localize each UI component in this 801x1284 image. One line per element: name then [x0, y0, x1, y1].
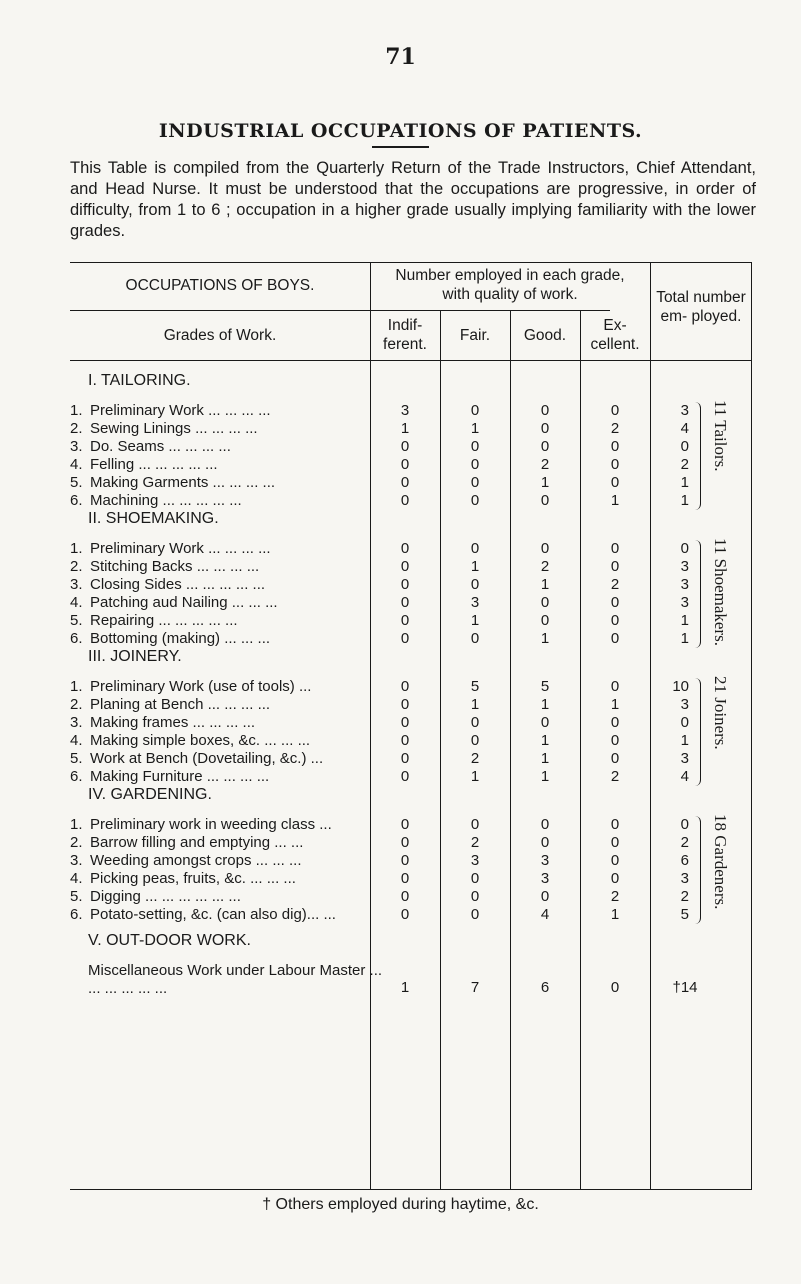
- section-heading: V. OUT-DOOR WORK.: [88, 932, 251, 949]
- row-number: 2.: [70, 696, 83, 713]
- cell-indifferent: 0: [400, 696, 410, 713]
- section-heading: III. JOINERY.: [88, 648, 182, 665]
- cell-fair: 0: [470, 402, 480, 419]
- cell-total: 3: [680, 750, 689, 767]
- table-row-label: [70, 558, 370, 575]
- cell-fair: 0: [470, 906, 480, 923]
- row-label-text: Making simple boxes, &c. ... ... ...: [90, 732, 311, 749]
- cell-good: 1: [540, 732, 550, 749]
- cell-fair: 1: [470, 558, 480, 575]
- row-label-text: Machining ... ... ... ... ...: [90, 492, 242, 509]
- header-mid-rule: [70, 310, 610, 311]
- row-number: 6.: [70, 630, 83, 647]
- cell-indifferent: 0: [400, 888, 410, 905]
- cell-indifferent: 0: [400, 456, 410, 473]
- cell-fair: 0: [470, 576, 480, 593]
- cell-good: 4: [540, 906, 550, 923]
- table-row-label: [70, 696, 370, 713]
- cell-fair: 1: [470, 768, 480, 785]
- col-divider: [440, 310, 441, 1190]
- row-number: 2.: [70, 558, 83, 575]
- row-number: 5.: [70, 474, 83, 491]
- row-number: 6.: [70, 768, 83, 785]
- cell-indifferent: 0: [400, 906, 410, 923]
- cell-good: 0: [540, 834, 550, 851]
- row-number: 3.: [70, 714, 83, 731]
- cell-indifferent: 0: [400, 732, 410, 749]
- table-row-label: [70, 678, 370, 695]
- cell-good: 3: [540, 852, 550, 869]
- header-grades: Grades of Work.: [163, 327, 277, 344]
- row-number: 3.: [70, 438, 83, 455]
- row-label-text: Picking peas, fruits, &c. ... ... ...: [90, 870, 296, 887]
- header-total: Total number em- ployed.: [656, 289, 746, 325]
- cell-fair: 0: [470, 540, 480, 557]
- row-label-text: Bottoming (making) ... ... ...: [90, 630, 271, 647]
- cell-excellent: 1: [610, 492, 620, 509]
- table-row-label: [70, 402, 370, 419]
- row-number: 6.: [70, 906, 83, 923]
- cell-excellent: 0: [610, 870, 620, 887]
- intro-paragraph: This Table is compiled from the Quarterly Return of the Trade Instructors, Chief Attendant, and Head Nurse. It must be understood that the occupations are progressive, in order of difficulty, from 1 to 6 ; occupation in a higher grade usually implying familiarity with the lower grades.: [70, 159, 756, 240]
- cell-total: 1: [680, 612, 689, 629]
- table-row-label: [70, 834, 370, 851]
- cell-excellent: 0: [610, 438, 620, 455]
- cell-excellent: 0: [610, 816, 620, 833]
- cell-total: 0: [680, 816, 689, 833]
- cell-indifferent: 0: [400, 594, 410, 611]
- cell-total: 2: [680, 456, 689, 473]
- title-rule: [372, 146, 429, 148]
- group-total-label: 11 Shoemakers.: [711, 538, 730, 646]
- cell-excellent: 0: [610, 612, 620, 629]
- cell-indifferent: 0: [400, 558, 410, 575]
- cell-good: 3: [540, 870, 550, 887]
- table-row-label: [70, 594, 370, 611]
- row-number: 1.: [70, 540, 83, 557]
- row-label-text: Weeding amongst crops ... ... ...: [90, 852, 302, 869]
- cell-total: 3: [680, 594, 689, 611]
- table-row-label: [70, 438, 370, 455]
- row-label-text: Felling ... ... ... ... ...: [90, 456, 218, 473]
- cell-good: 2: [540, 456, 550, 473]
- group-total-label: 18 Gardeners.: [711, 814, 730, 910]
- row-label-text: Potato-setting, &c. (can also dig)... ...: [90, 906, 336, 923]
- table-row-label: [70, 474, 370, 491]
- cell-total: 0: [680, 540, 689, 557]
- cell-indifferent: 0: [400, 834, 410, 851]
- cell-total: 3: [680, 402, 689, 419]
- cell-fair: 3: [470, 852, 480, 869]
- group-total-label: 11 Tailors.: [711, 400, 730, 472]
- cell-excellent: 0: [610, 750, 620, 767]
- cell-good: 0: [540, 540, 550, 557]
- row-label-text: Preliminary Work ... ... ... ...: [90, 540, 271, 557]
- cell-fair: 5: [470, 678, 480, 695]
- cell-total: 10: [672, 678, 689, 695]
- cell-total: 1: [680, 732, 689, 749]
- row-label-text: Patching aud Nailing ... ... ...: [90, 594, 278, 611]
- cell-excellent: 1: [610, 696, 620, 713]
- cell-total: 0: [680, 714, 689, 731]
- cell-fair: 0: [470, 474, 480, 491]
- cell-excellent: 0: [610, 732, 620, 749]
- row-label-text: Preliminary work in weeding class ...: [90, 816, 332, 833]
- cell-good: 0: [540, 420, 550, 437]
- table-row-label: [70, 612, 370, 629]
- cell-indifferent: 0: [400, 492, 410, 509]
- page-title: INDUSTRIAL OCCUPATIONS OF PATIENTS.: [158, 120, 643, 142]
- cell-excellent: 2: [610, 888, 620, 905]
- page-number: 71: [385, 44, 416, 70]
- row-number: 4.: [70, 456, 83, 473]
- table-row-label: [70, 492, 370, 509]
- cell-good: 0: [540, 402, 550, 419]
- cell-fair: 1: [470, 696, 480, 713]
- table-row-label: [70, 888, 370, 905]
- cell-fair: 2: [470, 750, 480, 767]
- table-row-label: [70, 750, 370, 767]
- occupations-table: [70, 262, 752, 1190]
- row-label-text: Making Garments ... ... ... ...: [90, 474, 276, 491]
- row-label-text: Making frames ... ... ... ...: [90, 714, 256, 731]
- cell-indifferent: 0: [400, 630, 410, 647]
- table-row-label: [70, 906, 370, 923]
- row-number: 6.: [70, 492, 83, 509]
- cell-good: 0: [540, 816, 550, 833]
- header-fair: Fair.: [459, 327, 491, 344]
- cell-excellent: 1: [610, 906, 620, 923]
- table-row-label: [70, 456, 370, 473]
- cell-excellent: 0: [610, 402, 620, 419]
- row-label-text: Work at Bench (Dovetailing, &c.) ...: [90, 750, 324, 767]
- cell-excellent: 2: [610, 768, 620, 785]
- cell-fair: 0: [470, 870, 480, 887]
- group-total-label: 21 Joiners.: [711, 676, 730, 750]
- outdoor-excellent: 0: [610, 979, 620, 996]
- cell-excellent: 0: [610, 834, 620, 851]
- cell-indifferent: 0: [400, 852, 410, 869]
- cell-good: 0: [540, 438, 550, 455]
- table-row-label: [70, 816, 370, 833]
- header-good: Good.: [523, 327, 567, 344]
- cell-excellent: 2: [610, 420, 620, 437]
- cell-total: 2: [680, 834, 689, 851]
- table-row-label: [70, 576, 370, 593]
- cell-fair: 0: [470, 456, 480, 473]
- header-number-employed: Number employed in each grade, with quality of work.: [395, 267, 625, 303]
- cell-fair: 1: [470, 612, 480, 629]
- cell-good: 1: [540, 474, 550, 491]
- col-divider: [370, 262, 371, 1190]
- cell-fair: 0: [470, 714, 480, 731]
- col-divider: [580, 310, 581, 1190]
- table-row-label: [70, 732, 370, 749]
- row-number: 3.: [70, 576, 83, 593]
- row-label-text: Planing at Bench ... ... ... ...: [90, 696, 271, 713]
- cell-good: 1: [540, 750, 550, 767]
- cell-fair: 1: [470, 420, 480, 437]
- table-row-label: [70, 870, 370, 887]
- cell-excellent: 0: [610, 540, 620, 557]
- group-brace: [692, 402, 701, 510]
- cell-excellent: 0: [610, 474, 620, 491]
- outdoor-good: 6: [540, 979, 550, 996]
- row-number: 5.: [70, 888, 83, 905]
- cell-good: 1: [540, 768, 550, 785]
- cell-indifferent: 0: [400, 540, 410, 557]
- cell-excellent: 0: [610, 558, 620, 575]
- col-divider: [510, 310, 511, 1190]
- cell-excellent: 0: [610, 456, 620, 473]
- cell-good: 0: [540, 714, 550, 731]
- cell-excellent: 0: [610, 852, 620, 869]
- header-occupations: OCCUPATIONS OF BOYS.: [125, 277, 315, 294]
- col-divider: [650, 262, 651, 1190]
- table-row-label: [70, 540, 370, 557]
- header-excellent: Ex- cellent.: [590, 317, 640, 353]
- table-row-label: [70, 714, 370, 731]
- cell-total: 4: [680, 768, 689, 785]
- cell-total: 4: [680, 420, 689, 437]
- outdoor-total: †14: [672, 979, 698, 996]
- cell-excellent: 0: [610, 630, 620, 647]
- cell-good: 0: [540, 492, 550, 509]
- cell-good: 5: [540, 678, 550, 695]
- cell-total: 0: [680, 438, 689, 455]
- row-number: 1.: [70, 402, 83, 419]
- footnote: † Others employed during haytime, &c.: [262, 1196, 539, 1213]
- outdoor-row-label: Miscellaneous Work under Labour Master ... ... ... ... ... ...: [88, 962, 383, 997]
- cell-fair: 0: [470, 816, 480, 833]
- cell-total: 3: [680, 558, 689, 575]
- row-label-text: Digging ... ... ... ... ... ...: [90, 888, 241, 905]
- cell-indifferent: 0: [400, 474, 410, 491]
- outdoor-indifferent: 1: [400, 979, 410, 996]
- row-number: 4.: [70, 870, 83, 887]
- cell-indifferent: 0: [400, 438, 410, 455]
- cell-good: 0: [540, 594, 550, 611]
- cell-indifferent: 0: [400, 750, 410, 767]
- table-row-label: [70, 630, 370, 647]
- row-label-text: Making Furniture ... ... ... ...: [90, 768, 270, 785]
- cell-fair: 0: [470, 732, 480, 749]
- cell-total: 2: [680, 888, 689, 905]
- row-label-text: Sewing Linings ... ... ... ...: [90, 420, 258, 437]
- cell-indifferent: 0: [400, 678, 410, 695]
- table-row-label: [70, 420, 370, 437]
- cell-total: 3: [680, 576, 689, 593]
- row-number: 4.: [70, 594, 83, 611]
- row-number: 1.: [70, 816, 83, 833]
- row-number: 1.: [70, 678, 83, 695]
- cell-fair: 0: [470, 630, 480, 647]
- row-label-text: Do. Seams ... ... ... ...: [90, 438, 231, 455]
- cell-total: 3: [680, 870, 689, 887]
- row-label-text: Preliminary Work ... ... ... ...: [90, 402, 271, 419]
- row-number: 5.: [70, 750, 83, 767]
- cell-fair: 0: [470, 492, 480, 509]
- section-heading: I. TAILORING.: [88, 372, 191, 389]
- group-brace: [692, 816, 701, 924]
- cell-excellent: 0: [610, 594, 620, 611]
- cell-indifferent: 0: [400, 816, 410, 833]
- table-row-label: [70, 768, 370, 785]
- cell-total: 3: [680, 696, 689, 713]
- cell-total: 6: [680, 852, 689, 869]
- cell-fair: 3: [470, 594, 480, 611]
- cell-fair: 0: [470, 888, 480, 905]
- header-indifferent: Indif- ferent.: [383, 317, 427, 353]
- cell-total: 1: [680, 492, 689, 509]
- row-number: 5.: [70, 612, 83, 629]
- cell-indifferent: 0: [400, 612, 410, 629]
- section-heading: II. SHOEMAKING.: [88, 510, 219, 527]
- cell-good: 1: [540, 576, 550, 593]
- col-divider: [751, 262, 752, 1190]
- cell-excellent: 2: [610, 576, 620, 593]
- cell-indifferent: 0: [400, 768, 410, 785]
- cell-good: 0: [540, 612, 550, 629]
- cell-indifferent: 0: [400, 714, 410, 731]
- cell-good: 0: [540, 888, 550, 905]
- cell-good: 2: [540, 558, 550, 575]
- row-number: 3.: [70, 852, 83, 869]
- row-number: 2.: [70, 420, 83, 437]
- group-brace: [692, 540, 701, 648]
- group-brace: [692, 678, 701, 786]
- cell-indifferent: 0: [400, 576, 410, 593]
- outdoor-fair: 7: [470, 979, 480, 996]
- cell-excellent: 0: [610, 714, 620, 731]
- section-heading: IV. GARDENING.: [88, 786, 212, 803]
- row-label-text: Repairing ... ... ... ... ...: [90, 612, 238, 629]
- row-label-text: Closing Sides ... ... ... ... ...: [90, 576, 266, 593]
- row-number: 4.: [70, 732, 83, 749]
- cell-total: 1: [680, 474, 689, 491]
- cell-fair: 0: [470, 438, 480, 455]
- row-number: 2.: [70, 834, 83, 851]
- row-label-text: Stitching Backs ... ... ... ...: [90, 558, 260, 575]
- cell-indifferent: 1: [400, 420, 410, 437]
- cell-total: 1: [680, 630, 689, 647]
- row-label-text: Barrow filling and emptying ... ...: [90, 834, 304, 851]
- cell-fair: 2: [470, 834, 480, 851]
- row-label-text: Preliminary Work (use of tools) ...: [90, 678, 312, 695]
- table-row-label: [70, 852, 370, 869]
- cell-good: 1: [540, 630, 550, 647]
- cell-total: 5: [680, 906, 689, 923]
- cell-good: 1: [540, 696, 550, 713]
- cell-excellent: 0: [610, 678, 620, 695]
- cell-indifferent: 3: [400, 402, 410, 419]
- cell-indifferent: 0: [400, 870, 410, 887]
